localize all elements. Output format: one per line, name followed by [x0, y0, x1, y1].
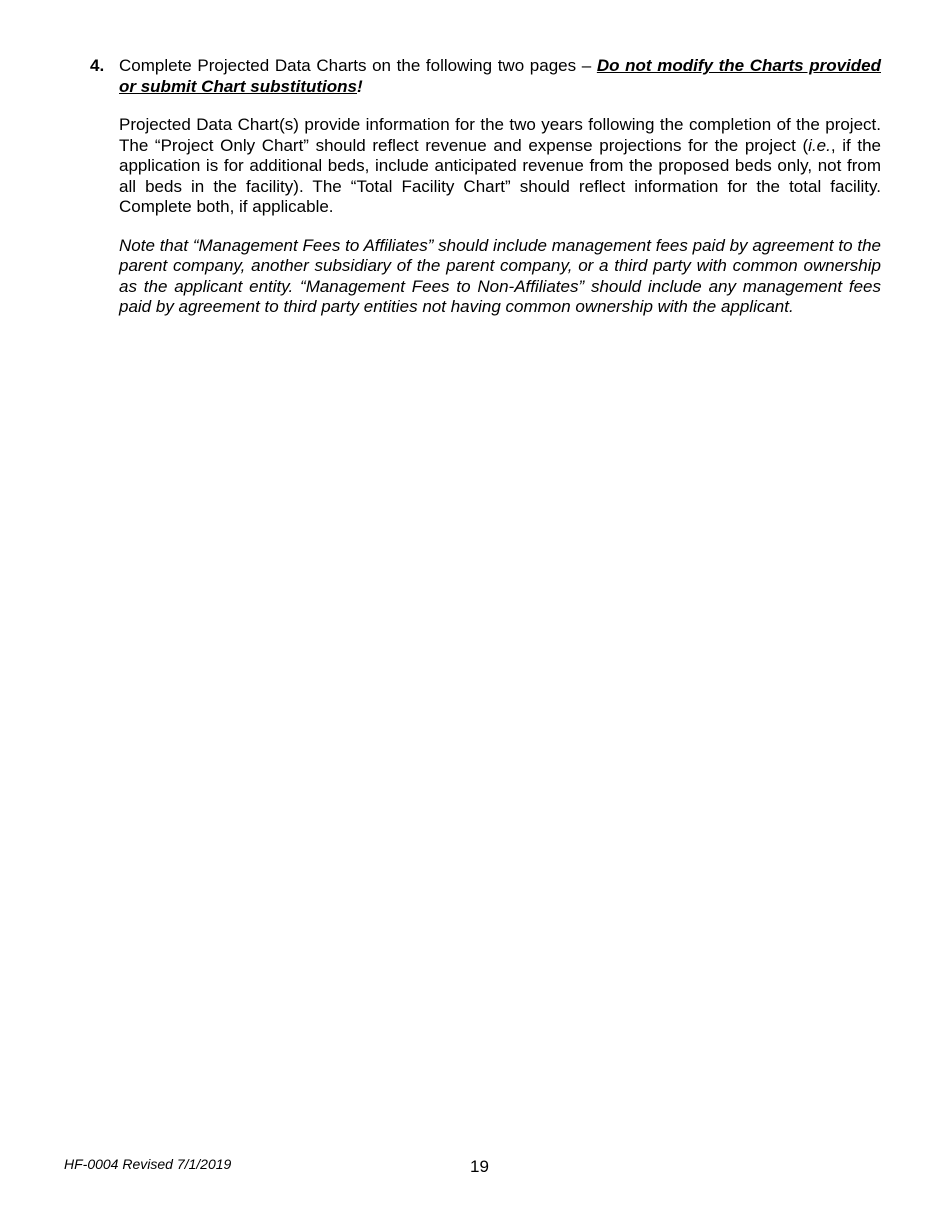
item-warning-end: ! [357, 76, 363, 96]
item-heading [119, 56, 881, 97]
item-intro: Complete Projected Data Charts on the following two pages – [119, 56, 597, 75]
page-number: 19 [470, 1157, 489, 1176]
paragraph-ie: i.e. [808, 135, 831, 155]
paragraph-part-2: , if the application is for additional beds, include anticipated revenue from the proposed beds only, not from all beds in the facility). The “Total Facility Chart” should reflect information for the total facility. Complete both, if applicable. [119, 135, 881, 216]
management-fees-note: Note that “Management Fees to Affiliates” should include management fees paid by agreement to the parent company, another subsidiary of the parent company, or a third party with common ownership as the applicant entity. “Management Fees to Non-Affiliates” should include any management fees paid by agreement to third party entities not having common ownership with the applicant. [119, 235, 881, 316]
paragraph-part-1: Projected Data Chart(s) provide information for the two years following the completion of the project. The “Project Only Chart” should reflect revenue and expense projections for the project ( [119, 115, 881, 155]
item-body [119, 56, 881, 318]
form-identifier: HF-0004 Revised 7/1/2019 [64, 1156, 232, 1172]
item-number: 4. [90, 56, 105, 75]
item-warning: Do not modify the Charts provided or submit Chart substitutions [119, 56, 881, 96]
projected-data-paragraph [119, 115, 881, 218]
instruction-item-4 [90, 56, 881, 318]
